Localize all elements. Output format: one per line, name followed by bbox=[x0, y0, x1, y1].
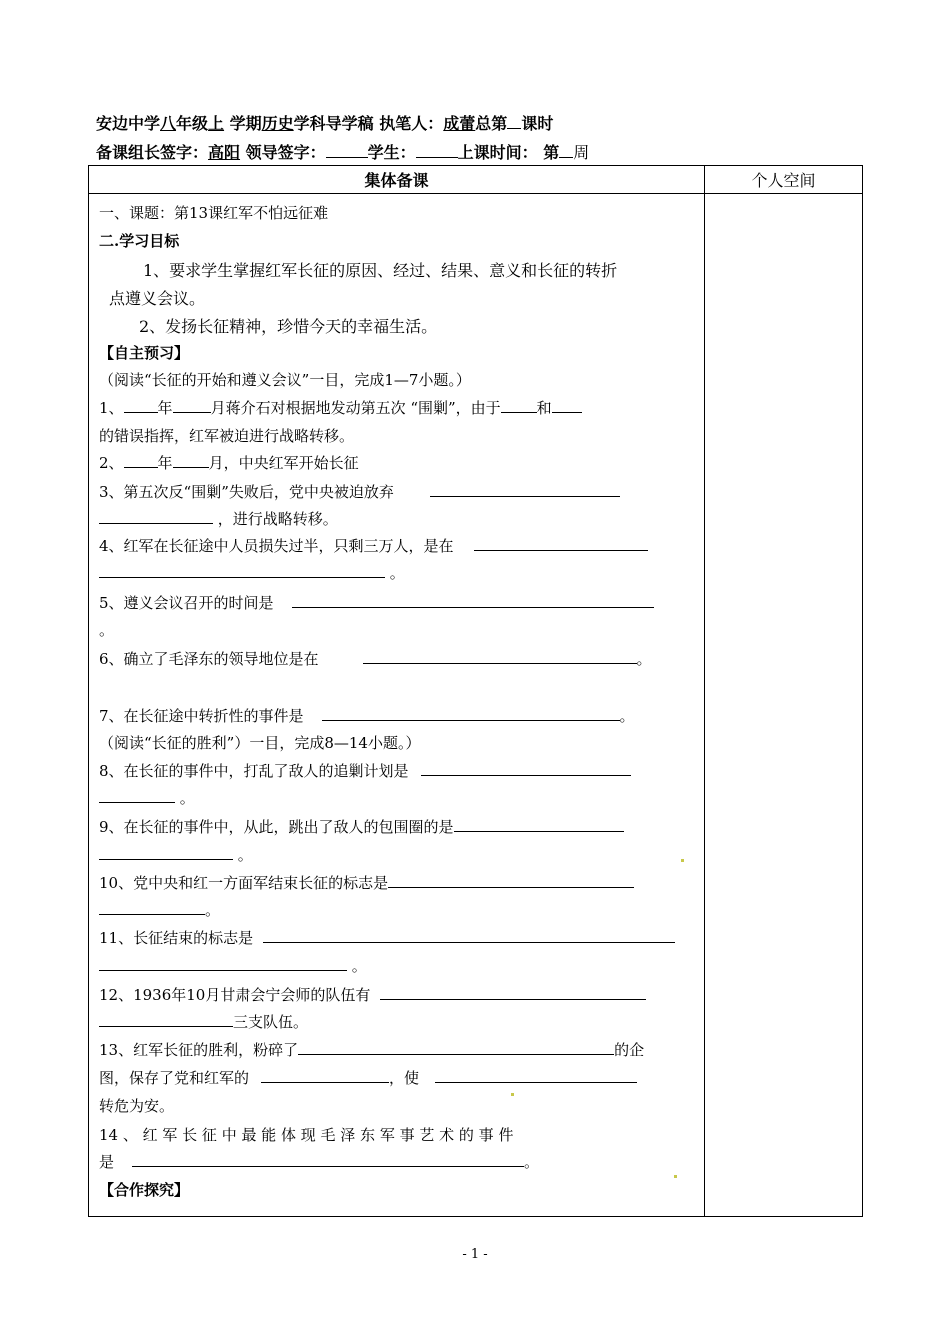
term-suffix: 学期 bbox=[229, 114, 262, 133]
q10-blank-1[interactable] bbox=[388, 873, 634, 888]
scan-speck bbox=[511, 1093, 514, 1096]
objective-2: 2、发扬长征精神，珍惜今天的幸福生活。 bbox=[139, 317, 438, 336]
question-7: 7、在长征途中转折性的事件是 。 bbox=[99, 707, 635, 725]
scan-speck bbox=[681, 859, 684, 862]
q1-blank-year[interactable] bbox=[124, 398, 158, 413]
question-8-cont: 。 bbox=[99, 787, 195, 808]
grade-suffix: 年级 bbox=[176, 114, 209, 133]
q8-blank-1[interactable] bbox=[421, 761, 631, 776]
reading-note-2: （阅读“长征的胜利”）一目，完成8—14小题。） bbox=[99, 734, 421, 752]
topic: 一、课题：第13课红军不怕远征难 bbox=[99, 204, 329, 222]
col-main-header: 集体备课 bbox=[89, 166, 705, 194]
q1-blank-person-1[interactable] bbox=[501, 398, 537, 413]
q4-blank-1[interactable] bbox=[474, 536, 648, 551]
time-label: 上课时间： bbox=[457, 143, 538, 162]
question-10: 10、党中央和红一方面军结束长征的标志是 bbox=[99, 872, 634, 893]
preview-title: 【自主预习】 bbox=[99, 344, 190, 362]
q8-blank-2[interactable] bbox=[99, 788, 175, 803]
leader-label: 备课组长签字： bbox=[96, 143, 209, 162]
objective-1b: 点遵义会议。 bbox=[109, 289, 206, 308]
header-line-2 bbox=[96, 140, 589, 163]
reading-note-1: （阅读“长征的开始和遵义会议”一目，完成1—7小题。） bbox=[99, 371, 471, 389]
q1-blank-person-2[interactable] bbox=[552, 398, 582, 413]
q13-blank-3[interactable] bbox=[435, 1068, 637, 1083]
q2-blank-month[interactable] bbox=[173, 453, 209, 468]
objectives-title: 二.学习目标 bbox=[99, 232, 180, 250]
total-blank[interactable] bbox=[507, 114, 521, 129]
q9-blank-2[interactable] bbox=[99, 845, 233, 860]
question-13-cont: 图，保存了党和红军的 ，使 bbox=[99, 1067, 637, 1088]
question-2: 2、 年 月，中央红军开始长征 bbox=[99, 454, 359, 472]
question-6: 6、确立了毛泽东的领导地位是在 。 bbox=[99, 650, 652, 668]
q3-blank-2[interactable] bbox=[99, 509, 213, 524]
q11-blank-2[interactable] bbox=[99, 956, 347, 971]
cooperation-title: 【合作探究】 bbox=[99, 1181, 190, 1199]
week-suffix: 周 bbox=[573, 143, 590, 162]
header-line-1 bbox=[96, 111, 553, 134]
question-8: 8、在长征的事件中，打乱了敌人的追剿计划是 bbox=[99, 760, 631, 781]
col-personal-header: 个人空间 bbox=[705, 166, 863, 194]
question-14-cont: 是 。 bbox=[99, 1153, 540, 1171]
q14-blank[interactable] bbox=[132, 1152, 524, 1167]
week-blank[interactable] bbox=[559, 143, 573, 158]
main-content-cell bbox=[89, 194, 705, 1217]
question-3: 3、第五次反“围剿”失败后，党中央被迫放弃 bbox=[99, 481, 620, 502]
question-12: 12、1936年10月甘肃会宁会师的队伍有 bbox=[99, 984, 646, 1005]
question-1: 1、 年 月蒋介石对根据地发动第五次 “围剿”，由于 和 bbox=[99, 397, 582, 418]
scan-speck bbox=[674, 1175, 677, 1178]
author: 成蕾 bbox=[443, 114, 476, 133]
question-9: 9、在长征的事件中，从此，跳出了敌人的包围圈的是 bbox=[99, 816, 624, 837]
question-3-cont: ，进行战略转移。 bbox=[99, 508, 338, 529]
question-1-cont: 的错误指挥，红军被迫进行战略转移。 bbox=[99, 427, 355, 445]
author-label: 执笔人： bbox=[379, 114, 444, 133]
q5-blank[interactable] bbox=[292, 593, 654, 608]
q10-blank-2[interactable] bbox=[99, 900, 205, 915]
total-label: 总第 bbox=[475, 114, 508, 133]
question-9-cont: 。 bbox=[99, 844, 253, 865]
period-label: 课时 bbox=[521, 114, 554, 133]
q2-blank-year[interactable] bbox=[124, 453, 158, 468]
q12-blank-1[interactable] bbox=[380, 985, 646, 1000]
page-number: - 1 - bbox=[462, 1247, 488, 1262]
question-5: 5、遵义会议召开的时间是 bbox=[99, 592, 654, 613]
objective-1a: 1、要求学生掌握红军长征的原因、经过、结果、意义和长征的转折 bbox=[143, 261, 618, 280]
subject: 历史 bbox=[261, 114, 294, 133]
leader-name: 高阳 bbox=[208, 143, 241, 162]
question-11-cont: 。 bbox=[99, 955, 367, 976]
q7-blank[interactable] bbox=[322, 706, 620, 721]
q13-blank-2[interactable] bbox=[261, 1068, 389, 1083]
question-4-cont: 。 bbox=[99, 562, 405, 583]
week-prefix: 第 bbox=[543, 143, 560, 162]
q12-blank-2[interactable] bbox=[99, 1012, 233, 1027]
student-blank[interactable] bbox=[416, 143, 458, 158]
lead-sign-label: 领导签字： bbox=[245, 143, 326, 162]
doc-type: 学科导学稿 bbox=[293, 114, 374, 133]
question-12-cont: 三支队伍。 bbox=[99, 1011, 308, 1032]
question-14: 14 、 红 军 长 征 中 最 能 体 现 毛 泽 东 军 事 艺 术 的 事 件 bbox=[99, 1126, 514, 1144]
question-5-cont: 。 bbox=[99, 621, 115, 639]
question-13-end: 转危为安。 bbox=[99, 1097, 175, 1115]
personal-space-cell[interactable] bbox=[705, 194, 863, 1217]
student-label: 学生： bbox=[367, 143, 416, 162]
q6-blank[interactable] bbox=[363, 649, 637, 664]
q9-blank-1[interactable] bbox=[454, 817, 624, 832]
lead-sign-blank[interactable] bbox=[326, 143, 368, 158]
q1-blank-month[interactable] bbox=[173, 398, 211, 413]
grade: 八 bbox=[160, 114, 177, 133]
question-13: 13、红军长征的胜利，粉碎了 的企 bbox=[99, 1041, 645, 1059]
q4-blank-2[interactable] bbox=[99, 563, 385, 578]
term: 上 bbox=[208, 114, 225, 133]
question-10-cont: 。 bbox=[99, 899, 220, 920]
question-4: 4、红军在长征途中人员损失过半，只剩三万人，是在 bbox=[99, 535, 648, 556]
school-name: 安边中学 bbox=[96, 114, 161, 133]
q13-blank-1[interactable] bbox=[298, 1040, 614, 1055]
q3-blank-1[interactable] bbox=[430, 482, 620, 497]
q11-blank-1[interactable] bbox=[263, 928, 675, 943]
question-11: 11、长征结束的标志是 bbox=[99, 927, 675, 948]
lesson-table bbox=[88, 165, 863, 1217]
